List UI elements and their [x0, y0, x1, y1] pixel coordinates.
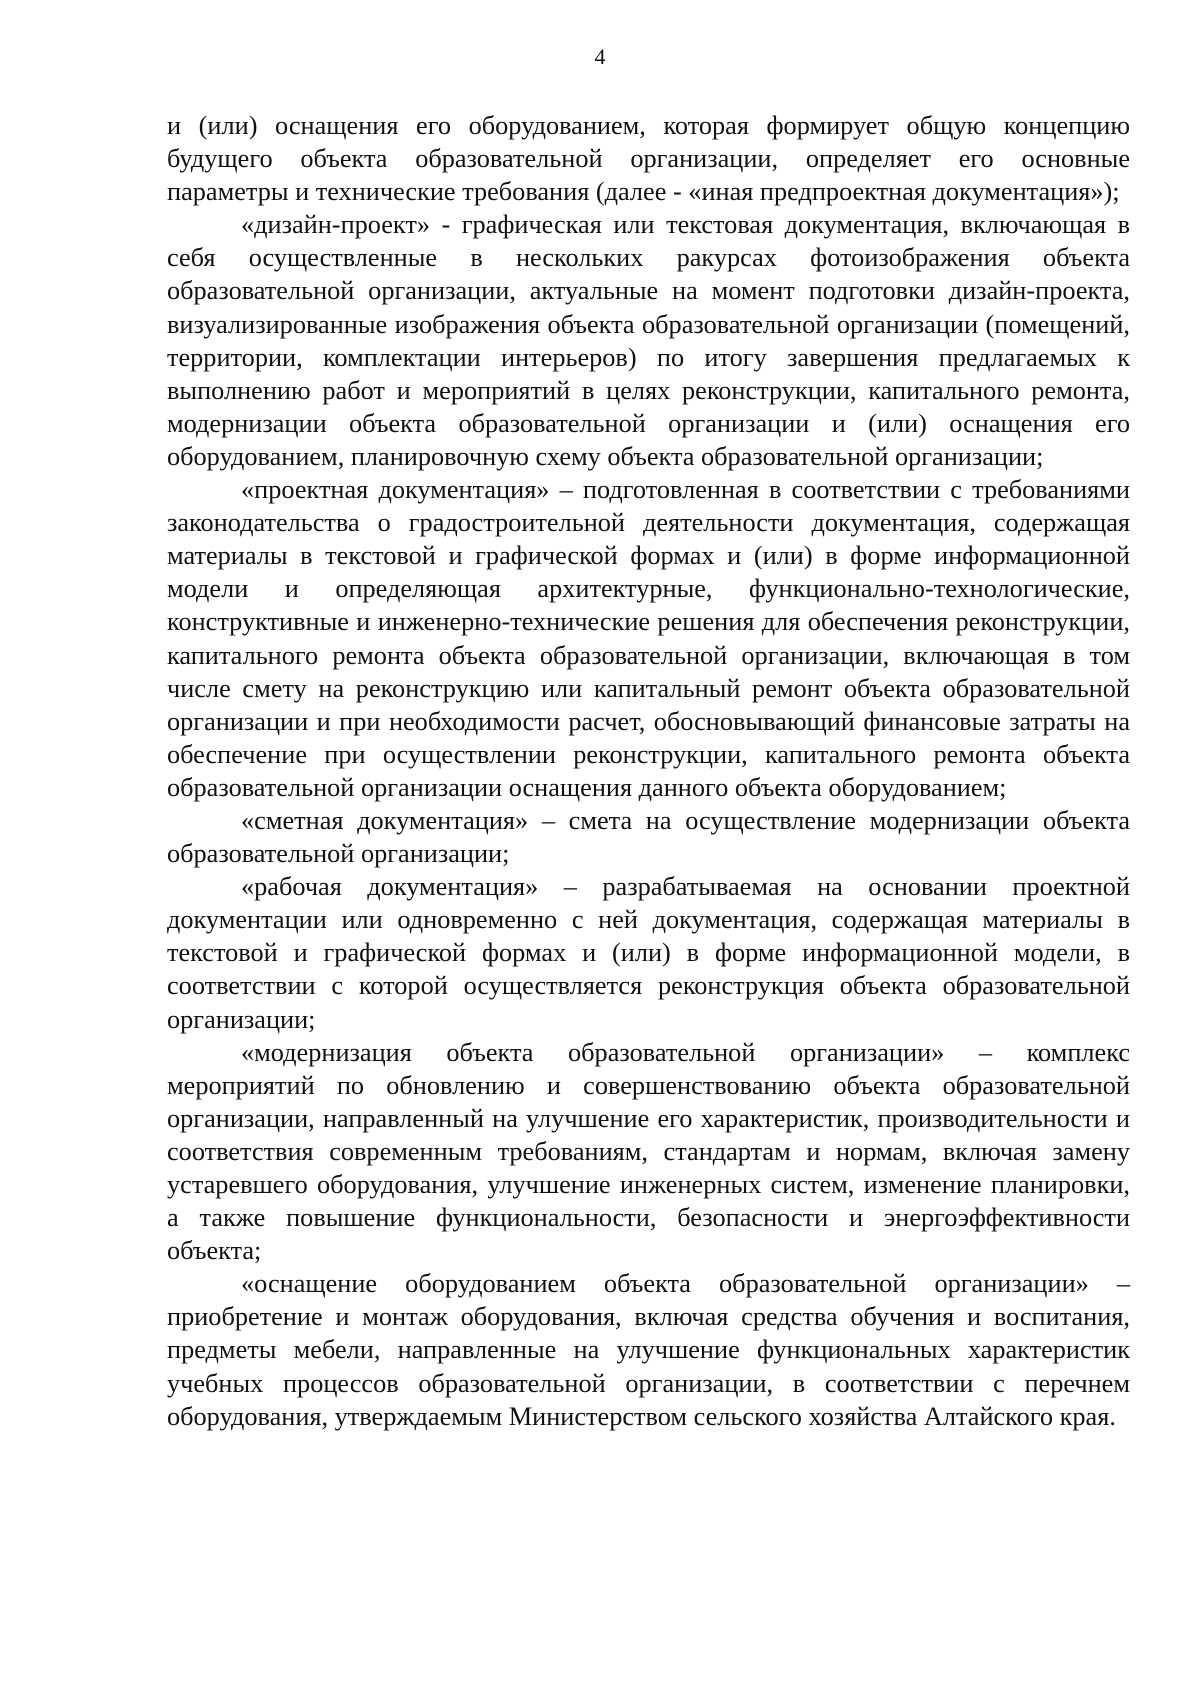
paragraph-estimate-documentation: «сметная документация» – смета на осуществление модернизации объекта образовательной организации; — [167, 805, 1130, 869]
document-body — [167, 109, 1130, 1433]
paragraph-equipment-provision: «оснащение оборудованием объекта образовательной организации» – приобретение и монтаж оборудования, включая средства обучения и воспитания, предметы мебели, направленные на улучшение функциональных характеристик учебных процессов образовательной организации, в соответствии с перечнем оборудования, утверждаемым Министерством сельского хозяйства Алтайского края. — [167, 1269, 1130, 1431]
paragraph-project-documentation: «проектная документация» – подготовленная в соответствии с требованиями законодательства о градостроительной деятельности документация, содержащая материалы в текстовой и графической формах и (или) в форме информационной модели и определяющая архитектурные, функционально-технологические, конструктивные и инженерно-технические решения для обеспечения реконструкции, капитального ремонта объекта образовательной организации, включающая в том числе смету на реконструкцию или капитальный ремонт объекта образовательной организации и при необходимости расчет, обосновывающий финансовые затраты на обеспечение при осуществлении реконструкции, капитального ремонта объекта образовательной организации оснащения данного объекта оборудованием; — [167, 475, 1130, 802]
paragraph-design-project: «дизайн-проект» - графическая или текстовая документация, включающая в себя осуществленные в нескольких ракурсах фотоизображения объекта образовательной организации, актуальные на момент подготовки дизайн-проекта, визуализированные изображения объекта образовательной организации (помещений, территории, комплектации интерьеров) по итогу завершения предлагаемых к выполнению работ и мероприятий в целях реконструкции, капитального ремонта, модернизации объекта образовательной организации и (или) оснащения его оборудованием, планировочную схему объекта образовательной организации; — [167, 210, 1130, 471]
paragraph-working-documentation: «рабочая документация» – разрабатываемая на основании проектной документации или одновременно с ней документация, содержащая материалы в текстовой и графической формах и (или) в форме информационной модели, в соответствии с которой осуществляется реконструкция объекта образовательной организации; — [167, 872, 1130, 1034]
paragraph-concept-documentation: и (или) оснащения его оборудованием, которая формирует общую концепцию будущего объекта образовательной организации, определяет его основные параметры и технические требования (далее - «иная предпроектная документация»); — [167, 111, 1130, 207]
page-number: 4 — [594, 44, 606, 69]
paragraph-modernization: «модернизация объекта образовательной организации» – комплекс мероприятий по обновлению и совершенствованию объекта образовательной организации, направленный на улучшение его характеристик, производительности и соответствия современным требованиям, стандартам и нормам, включая замену устаревшего оборудования, улучшение инженерных систем, изменение планировки, а также повышение функциональности, безопасности и энергоэффективности объекта; — [167, 1037, 1130, 1266]
